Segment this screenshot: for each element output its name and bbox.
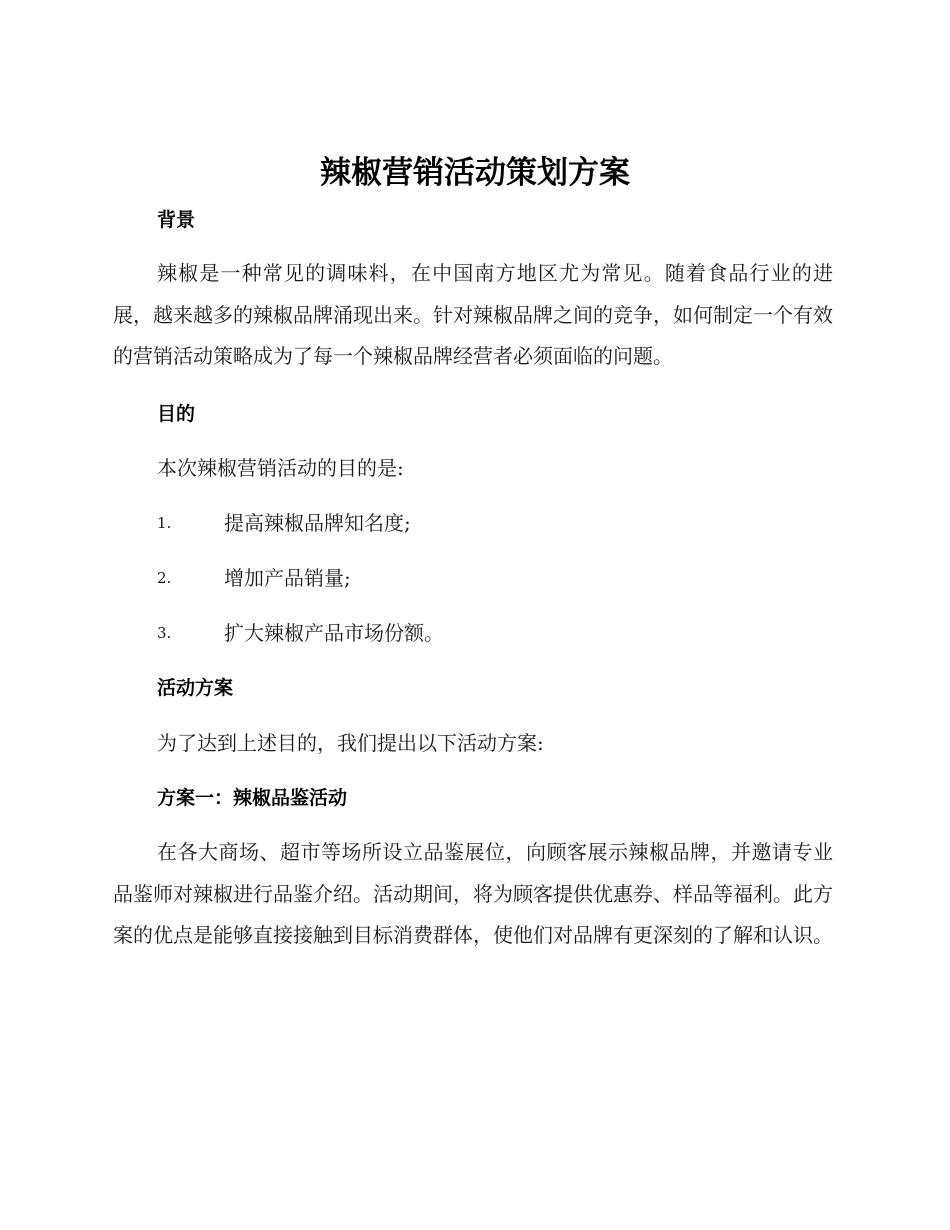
list-item-number: 1. [157,514,172,532]
list-item-text: 增加产品销量; [224,566,351,590]
section-heading-purpose: 目的 [157,403,196,425]
option1-heading: 方案一：辣椒品鉴活动 [157,787,348,809]
list-item-number: 2. [157,569,172,587]
option1-paragraph: 在各大商场、超市等场所设立品鉴展位，向顾客展示辣椒品牌，并邀请专业品鉴师对辣椒进行品鉴介绍。活动期间，将为顾客提供优惠券、样品等福利。此方案的优点是能够直接接触到目标消费群体，使他们对品牌有更深刻的了解和认识。 [113,840,833,947]
background-paragraph: 辣椒是一种常见的调味料，在中国南方地区尤为常见。随着食品行业的进展，越来越多的辣椒品牌涌现出来。针对辣椒品牌之间的竞争，如何制定一个有效的营销活动策略成为了每一个辣椒品牌经营者必须面临的问题。 [113,261,833,368]
list-item-number: 3. [157,624,172,642]
document-title: 辣椒营销活动策划方案 [320,155,630,191]
purpose-intro: 本次辣椒营销活动的目的是: [157,456,404,480]
list-item-text: 提高辣椒品牌知名度; [224,511,411,535]
section-heading-plan: 活动方案 [157,677,234,699]
list-item-text: 扩大辣椒产品市场份额。 [224,621,444,645]
section-heading-background: 背景 [157,209,196,231]
plan-intro: 为了达到上述目的，我们提出以下活动方案: [157,731,544,755]
